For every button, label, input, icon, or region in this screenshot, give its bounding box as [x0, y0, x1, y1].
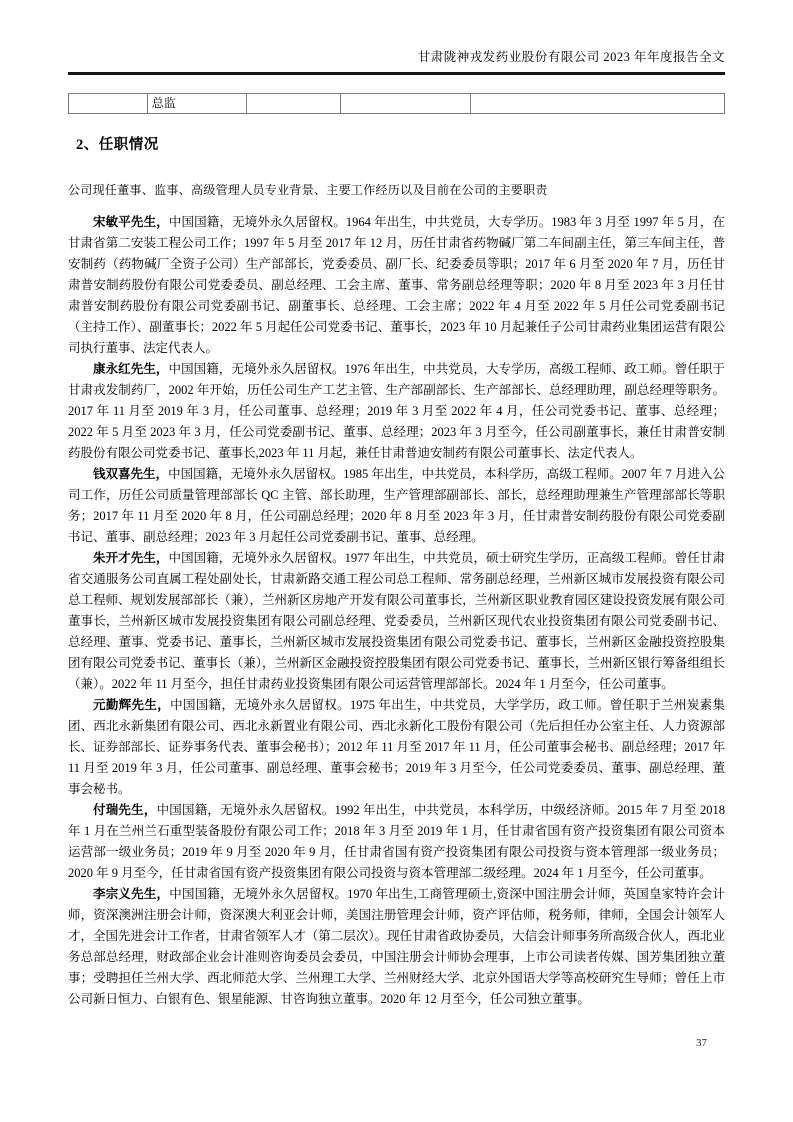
table-cell — [341, 94, 471, 114]
bio-name: 李宗义先生， — [93, 887, 170, 901]
report-title: 甘肃陇神戎发药业股份有限公司 2023 年年度报告全文 — [417, 50, 725, 64]
bio-paragraph — [68, 359, 725, 464]
bio-name: 付瑞先生， — [93, 803, 157, 817]
bio-paragraph — [68, 464, 725, 548]
table-cell — [471, 94, 725, 114]
bio-text: 中国国籍，无境外永久居留权。1992 年出生，中共党员，本科学历，中级经济师。2015 年 7 月至 2018 年 1 月在兰州兰石重型装备股份有限公司工作；2018 年 3 月至 2019 年 1 月，任甘肃省国有资产投资集团有限公司资本运营部一级业务员；2019 年 9 月至 2020 年 9 月，任甘肃省国有资产投资集团有限公司投资与资本管理部一级业务员；2020 年 9 月至今，任甘肃省国有资产投资集团有限公司投资与资本管理部二级经理。2024 年 1 月至今，任公司董事。 — [68, 803, 725, 880]
bio-name: 宋敏平先生， — [93, 215, 169, 229]
bio-text: 中国国籍，无境外永久居留权。1976 年出生，中共党员，大专学历，高级工程师、政工师。曾任职于甘肃戎发制药厂，2002 年开始，历任公司生产工艺主管、生产部副部长、生产部部长、总经理助理，副总经理等职务。2017 年 11 月至 2019 年 3 月，任公司董事、总经理；2019 年 3 月至 2022 年 4 月，任公司党委书记、董事、总经理；2022 年 5 月至 2023 年 3 月，任公司党委副书记、董事、总经理；2023 年 3 月至今，任公司副董事长，兼任甘肃普安制药股份有限公司党委书记、董事长,2023 年 11 月起，兼任甘肃普迪安制药有限公司董事长、法定代表人。 — [68, 362, 725, 460]
table-cell: 总监 — [147, 94, 247, 114]
bio-paragraph — [68, 884, 725, 1010]
bio-name: 元勤辉先生， — [93, 698, 171, 712]
table-cell — [247, 94, 341, 114]
bio-text: 中国国籍，无境外永久居留权。1964 年出生，中共党员，大专学历。1983 年 3 月至 1997 年 5 月，在甘肃省第二安装工程公司工作；1997 年 5 月至 2017 年 12 月，历任甘肃省药物碱厂第二车间副主任，第三车间主任，普安制药（药物碱厂全资子公司）生产部部长，党委委员、副厂长、纪委委员等职；2017 年 6 月至 2020 年 7 月，历任甘肃普安制药股份有限公司党委委员、副总经理、工会主席、董事、常务副总经理等职；2020 年 8 月至 2023 年 3 月任甘肃普安制药股份有限公司党委副书记、副董事长、总经理、工会主席；2022 年 4 月至 2022 年 5 月任公司党委副书记（主持工作）、副董事长；2022 年 5 月起任公司党委书记、董事长，2023 年 10 月起兼任子公司甘肃药业集团运营有限公司执行董事、法定代表人。 — [68, 215, 725, 355]
bio-text: 中国国籍，无境外永久居留权。1977 年出生，中共党员，硕士研究生学历，正高级工程师。曾任甘肃省交通服务公司直属工程处副处长，甘肃新路交通工程公司总工程师、常务副总经理，兰州新区城市发展投资有限公司总工程师、规划发展部部长（兼），兰州新区房地产开发有限公司董事长，兰州新区职业教育园区建设投资发展有限公司董事长，兰州新区城市发展投资集团有限公司副总经理、党委委员，兰州新区现代农业投资集团有限公司党委副书记、总经理、董事、党委书记、董事长，兰州新区城市发展投资集团有限公司党委书记、董事长，兰州新区金融投资控股集团有限公司党委书记、董事长（兼），兰州新区金融投资控股集团有限公司党委书记、董事长，兰州新区银行筹备组组长（兼）。2022 年 11 月至今，担任甘肃药业投资集团有限公司运营管理部部长。2024 年 1 月至今，任公司董事。 — [68, 551, 725, 691]
table-fragment — [68, 93, 725, 114]
bio-paragraph — [68, 212, 725, 359]
bio-paragraph — [68, 800, 725, 884]
report-header — [68, 50, 725, 75]
section-intro: 公司现任董事、监事、高级管理人员专业背景、主要工作经历以及目前在公司的主要职责 — [68, 183, 548, 197]
section-heading: 2、任职情况 — [76, 137, 159, 153]
page-number: 37 — [696, 1037, 707, 1049]
bio-text: 中国国籍，无境外永久居留权。1985 年出生，中共党员，本科学历，高级工程师。2007 年 7 月进入公司工作，历任公司质量管理部部长 QC 主管、部长助理，生产管理部副部长、部长，总经理助理兼生产管理部部长等职务；2017 年 11 月至 2020 年 8 月，任公司副总经理；2020 年 8 月至 2023 年 3 月，任甘肃普安制药股份有限公司党委副书记、董事、副总经理；2023 年 3 月起任公司党委副书记、董事、总经理。 — [68, 467, 725, 544]
bio-name: 康永红先生， — [93, 362, 169, 376]
bio-paragraph — [68, 695, 725, 800]
table-cell — [69, 94, 148, 114]
bio-text: 中国国籍，无境外永久居留权。1970 年出生,工商管理硕士,资深中国注册会计师，英国皇家特许会计师，资深澳洲注册会计师，资深澳大利亚会计师，美国注册管理会计师，资产评估师，税务师，律师，全国会计领军人才，全国先进会计工作者，甘肃省领军人才（第二层次）。现任甘肃省政协委员，大信会计师事务所高级合伙人，西北业务总部总经理，财政部企业会计准则咨询委员会委员，中国注册会计师协会理事，上市公司读者传媒、国芳集团独立董事；受聘担任兰州大学、西北师范大学、兰州理工大学、兰州财经大学、北京外国语大学等高校研究生导师；曾任上市公司新日恒力、白银有色、银星能源、甘咨询独立董事。2020 年 12 月至今，任公司独立董事。 — [68, 887, 725, 1006]
table-row — [69, 94, 725, 114]
bio-name: 朱开才先生， — [93, 551, 169, 565]
bio-list — [68, 212, 725, 1010]
bio-paragraph — [68, 548, 725, 695]
bio-text: 中国国籍，无境外永久居留权。1975 年出生，中共党员，大学学历，政工师。曾任职于兰州炭素集团、西北永新集团有限公司、西北永新置业有限公司、西北永新化工股份有限公司（先后担任办公室主任、人力资源部长、证券部部长、证券事务代表、董事会秘书）；2012 年 11 月至 2017 年 11 月，任公司董事会秘书、副总经理；2017 年 11 月至 2019 年 3 月，任公司董事、副总经理、董事会秘书；2019 年 3 月至今，任公司党委委员、董事、副总经理、董事会秘书。 — [68, 698, 725, 796]
bio-name: 钱双喜先生， — [93, 467, 169, 481]
